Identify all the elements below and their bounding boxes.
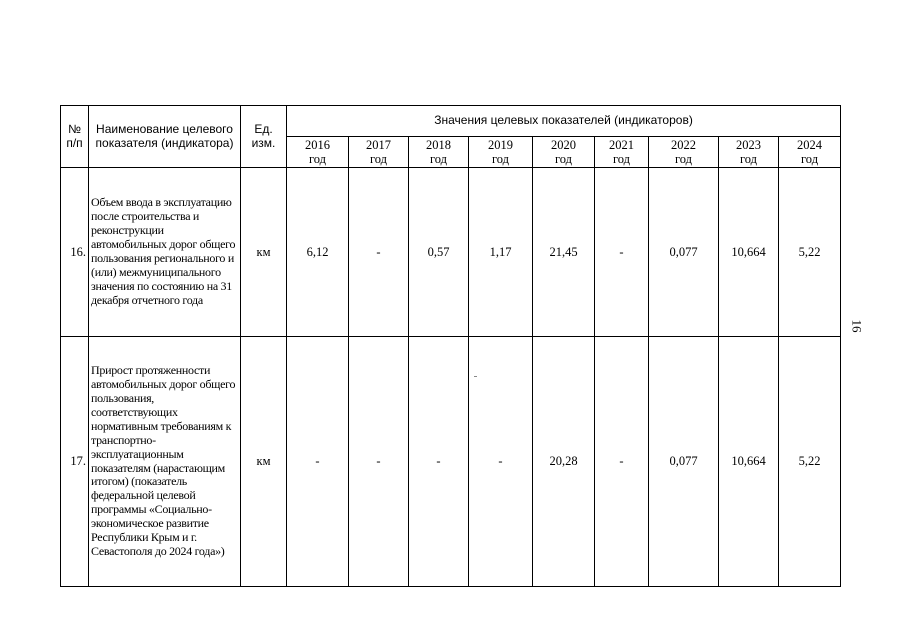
header-year (779, 137, 841, 168)
header-year (349, 137, 409, 168)
year-unit: год (739, 152, 758, 166)
year-label: 2019 (488, 137, 513, 152)
value-cell: 5,22 (779, 168, 841, 337)
header-group-title: Значения целевых показателей (индикаторов) (287, 106, 841, 137)
year-unit: год (612, 152, 631, 166)
value-cell: 5,22 (779, 337, 841, 587)
scan-mark (474, 376, 477, 377)
year-unit: год (308, 152, 327, 166)
header-year (287, 137, 349, 168)
value-cell: - (595, 168, 649, 337)
year-label: 2017 (366, 137, 391, 152)
header-unit: Ед. изм. (241, 106, 287, 168)
year-unit: год (369, 152, 388, 166)
indicator-unit: км (241, 168, 287, 337)
value-cell: - (349, 168, 409, 337)
value-cell: - (595, 337, 649, 587)
page-number: 16 (849, 319, 865, 333)
indicators-table (60, 105, 841, 587)
header-num: № п/п (61, 106, 89, 168)
table-row (61, 337, 841, 587)
value-cell: - (287, 337, 349, 587)
indicator-name: Объем ввода в эксплуатацию после строительства и реконструкции автомобильных дорог общего пользования регионального и (или) межмуниципального значения по состоянию на 31 декабря отчетного года (89, 168, 241, 337)
year-label: 2018 (426, 137, 451, 152)
year-label: 2021 (609, 137, 634, 152)
row-number: 16. (61, 168, 89, 337)
value-cell: 10,664 (719, 168, 779, 337)
value-cell: 0,077 (649, 168, 719, 337)
year-label: 2016 (305, 137, 330, 152)
row-number: 17. (61, 337, 89, 587)
header-name: Наименование целевого показателя (индикатора) (89, 106, 241, 168)
value-cell: - (349, 337, 409, 587)
value-cell: 6,12 (287, 168, 349, 337)
year-unit: год (429, 152, 448, 166)
year-unit: год (800, 152, 819, 166)
value-cell: 0,57 (409, 168, 469, 337)
value-cell: 10,664 (719, 337, 779, 587)
table-row (61, 168, 841, 337)
header-row-1 (61, 106, 841, 137)
value-cell: 21,45 (533, 168, 595, 337)
header-year (649, 137, 719, 168)
value-cell: 20,28 (533, 337, 595, 587)
header-year (595, 137, 649, 168)
value-cell: 1,17 (469, 168, 533, 337)
header-year (533, 137, 595, 168)
year-label: 2024 (797, 137, 823, 152)
header-year (469, 137, 533, 168)
year-label: 2023 (736, 137, 761, 152)
year-label: 2022 (671, 137, 696, 152)
header-year (719, 137, 779, 168)
header-year (409, 137, 469, 168)
year-label: 2020 (551, 137, 576, 152)
value-cell: 0,077 (649, 337, 719, 587)
year-unit: год (554, 152, 573, 166)
year-unit: год (674, 152, 693, 166)
year-unit: год (491, 152, 510, 166)
indicator-name: Прирост протяженности автомобильных дорог общего пользования, соответствующих нормативным требованиям к транспортно-эксплуатационным показателям (нарастающим итогом) (показатель федеральной целевой программы «Социально-экономическое развитие Республики Крым и г. Севастополя до 2024 года») (89, 337, 241, 587)
value-cell: - (469, 337, 533, 587)
indicator-unit: км (241, 337, 287, 587)
value-cell: - (409, 337, 469, 587)
